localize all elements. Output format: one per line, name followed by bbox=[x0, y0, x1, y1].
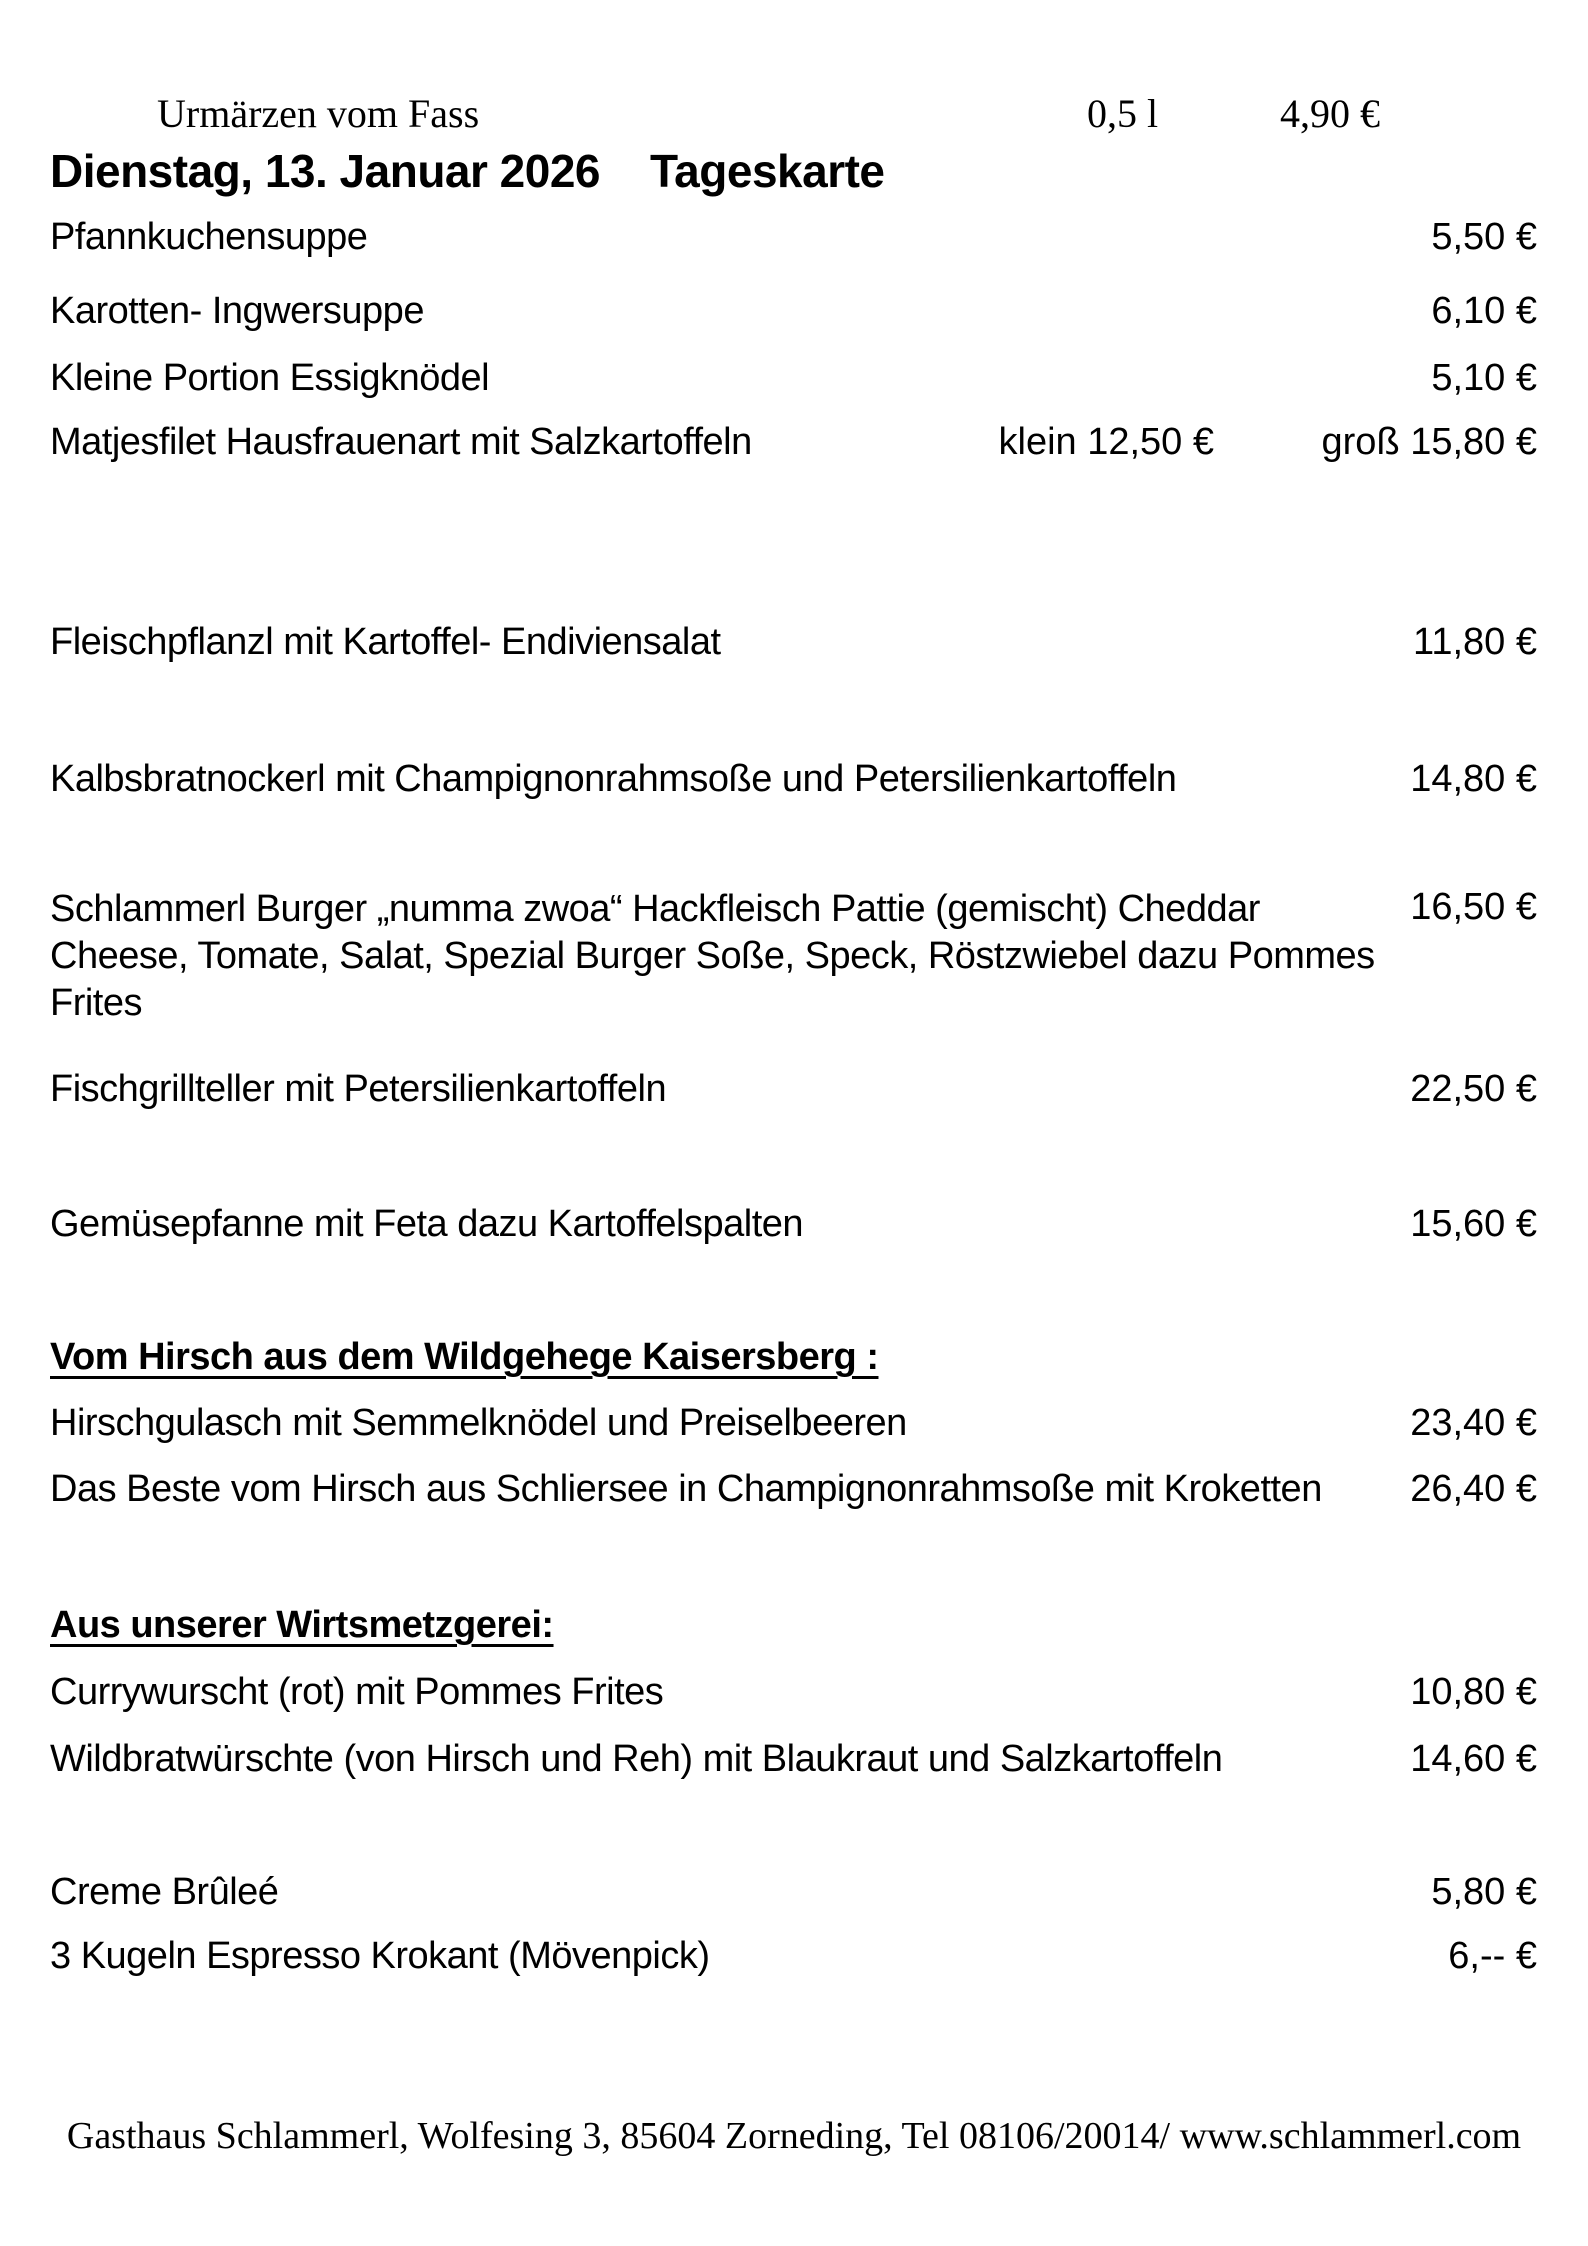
menu-item-row bbox=[50, 1871, 1537, 1915]
item-name: Hirschgulasch mit Semmelknödel und Preiselbeeren bbox=[50, 1402, 907, 1444]
menu-item-row bbox=[50, 886, 1537, 1027]
fass-beer-volume: 0,5 l bbox=[1087, 91, 1159, 136]
footer-address: Gasthaus Schlammerl, Wolfesing 3, 85604 Zorneding, Tel 08106/20014/ www.schlammerl.com bbox=[66, 2115, 1522, 2157]
menu-item-row bbox=[50, 1671, 1537, 1715]
item-name-line2: Tomate, Salat, Spezial Burger Soße, Speck, Röstzwiebel dazu Pommes Frites bbox=[50, 935, 1375, 1024]
item-price: 16,50 € bbox=[1410, 886, 1537, 928]
menu-item-row bbox=[50, 758, 1537, 802]
item-name: Kalbsbratnockerl mit Champignonrahmsoße und Petersilienkartoffeln bbox=[50, 758, 1177, 800]
item-name: Fleischpflanzl mit Kartoffel- Endiviensalat bbox=[50, 621, 721, 663]
item-price: 14,60 € bbox=[1410, 1738, 1537, 1780]
section-header-wild: Vom Hirsch aus dem Wildgehege Kaisersberg : bbox=[50, 1336, 879, 1378]
item-price: 5,50 € bbox=[1431, 216, 1537, 258]
item-name: Gemüsepfanne mit Feta dazu Kartoffelspalten bbox=[50, 1203, 804, 1245]
item-name-line1: Schlammerl Burger „numma zwoa“ Hackfleisch Pattie (gemischt) Cheddar Cheese, bbox=[50, 888, 1260, 977]
fass-beer-row bbox=[0, 90, 1588, 142]
item-name: Matjesfilet Hausfrauenart mit Salzkartoffeln bbox=[50, 421, 752, 463]
item-price-small: klein 12,50 € bbox=[998, 421, 1214, 463]
menu-item-row bbox=[50, 421, 1537, 465]
section-header-metzgerei: Aus unserer Wirtsmetzgerei: bbox=[50, 1604, 554, 1646]
menu-item-row bbox=[50, 357, 1537, 401]
fass-beer-price: 4,90 € bbox=[1280, 91, 1380, 136]
item-price: 26,40 € bbox=[1410, 1468, 1537, 1510]
item-price: 22,50 € bbox=[1410, 1068, 1537, 1110]
item-name bbox=[50, 886, 1400, 1027]
item-price: 5,10 € bbox=[1431, 357, 1537, 399]
item-price: 11,80 € bbox=[1413, 621, 1537, 663]
menu-item-row bbox=[50, 1935, 1537, 1979]
item-name: Wildbratwürschte (von Hirsch und Reh) mit Blaukraut und Salzkartoffeln bbox=[50, 1738, 1223, 1780]
menu-item-row bbox=[50, 621, 1537, 665]
menu-item-row bbox=[50, 1402, 1537, 1446]
item-name: 3 Kugeln Espresso Krokant (Mövenpick) bbox=[50, 1935, 710, 1977]
item-price: 15,60 € bbox=[1410, 1203, 1537, 1245]
item-price: 6,-- € bbox=[1448, 1935, 1537, 1977]
title-row bbox=[50, 144, 1537, 198]
menu-item-row bbox=[50, 1068, 1537, 1112]
item-price: 10,80 € bbox=[1410, 1671, 1537, 1713]
menu-item-row bbox=[50, 290, 1537, 334]
menu-item-row bbox=[50, 1203, 1537, 1247]
item-name: Kleine Portion Essigknödel bbox=[50, 357, 490, 399]
item-price-large: groß 15,80 € bbox=[1321, 421, 1537, 463]
item-name: Fischgrillteller mit Petersilienkartoffeln bbox=[50, 1068, 667, 1110]
item-name: Karotten- Ingwersuppe bbox=[50, 290, 424, 332]
item-name: Pfannkuchensuppe bbox=[50, 216, 368, 258]
menu-item-row bbox=[50, 216, 1537, 260]
page-title: Tageskarte bbox=[650, 145, 885, 197]
item-price: 23,40 € bbox=[1410, 1402, 1537, 1444]
menu-item-row bbox=[50, 1738, 1537, 1782]
item-name: Creme Brûleé bbox=[50, 1871, 279, 1913]
menu-item-row bbox=[50, 1468, 1537, 1512]
item-price: 5,80 € bbox=[1431, 1871, 1537, 1913]
item-name: Currywurscht (rot) mit Pommes Frites bbox=[50, 1671, 664, 1713]
item-price: 6,10 € bbox=[1431, 290, 1537, 332]
menu-date: Dienstag, 13. Januar 2026 bbox=[50, 145, 601, 197]
item-name: Das Beste vom Hirsch aus Schliersee in Champignonrahmsoße mit Kroketten bbox=[50, 1468, 1322, 1510]
fass-beer-name: Urmärzen vom Fass bbox=[157, 91, 480, 136]
item-price: 14,80 € bbox=[1410, 758, 1537, 800]
